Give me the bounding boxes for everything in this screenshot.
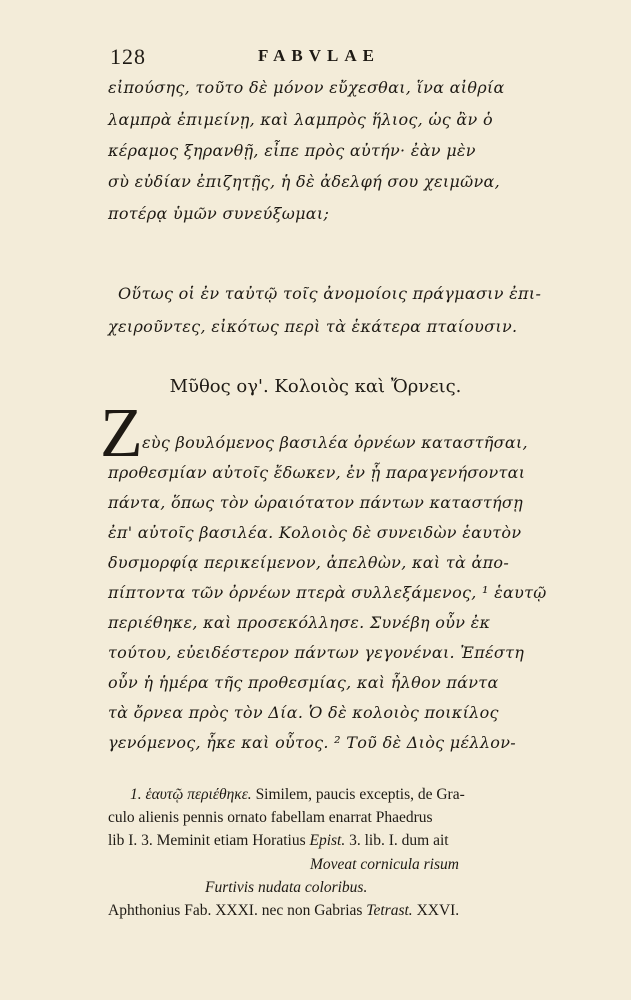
text-line: λαμπρὰ ἐπιμείνῃ, καὶ λαμπρὸς ἥλιος, ὡς ἂν ὁ bbox=[108, 110, 493, 129]
footnote-text: 3. lib. I. dum ait bbox=[345, 832, 449, 849]
moral-line: Οὕτως οἱ ἐν ταὐτῷ τοῖς ἀνομοίοις πράγμασιν ἐπι- bbox=[118, 284, 542, 303]
running-title: FABVLAE bbox=[258, 46, 380, 65]
footnote-text: lib I. 3. Meminit etiam Horatius bbox=[108, 832, 310, 849]
footnote-text: Similem, paucis exceptis, de Gra- bbox=[251, 786, 465, 803]
text-line: γενόμενος, ἧκε καὶ οὗτος. ² Τοῦ δὲ Διὸς μέλλον- bbox=[108, 733, 516, 752]
text-line: τούτου, εὐειδέστερον πάντων γεγονέναι. Ἐπέστη bbox=[108, 643, 525, 662]
footnote-line: culo alienis pennis ornato fabellam enarrat Phaedrus bbox=[108, 809, 433, 826]
footnote-quote: Furtivis nudata coloribus. bbox=[205, 879, 368, 896]
text-line: προθεσμίαν αὐτοῖς ἔδωκεν, ἐν ᾗ παραγενήσονται bbox=[108, 463, 526, 482]
page-header bbox=[110, 44, 603, 72]
footnote-line bbox=[108, 832, 449, 850]
text-line: οὖν ἡ ἡμέρα τῆς προθεσμίας, καὶ ἦλθον πάντα bbox=[108, 673, 499, 692]
text-line: εὺς βουλόμενος βασιλέα ὀρνέων καταστῆσαι, bbox=[142, 433, 528, 452]
drop-cap: Z bbox=[100, 395, 143, 472]
text-line: περιέθηκε, καὶ προσεκόλλησε. Συνέβη οὖν ἐκ bbox=[108, 613, 491, 632]
text-line: ἐπ' αὐτοῖς βασιλέα. Κολοιὸς δὲ συνειδὼν ἑαυτὸν bbox=[108, 523, 522, 542]
text-line: πάντα, ὅπως τὸν ὡραιότατον πάντων καταστήσῃ bbox=[108, 493, 524, 512]
footnote-citation: Tetrast. bbox=[366, 902, 413, 919]
footnote-ref: 1. ἑαυτῷ περιέθηκε. bbox=[130, 786, 252, 803]
footnote-quote: Moveat cornicula risum bbox=[310, 856, 459, 873]
text-line: σὺ εὐδίαν ἐπιζητῇς, ἡ δὲ ἀδελφή σου χειμῶνα, bbox=[108, 172, 500, 191]
text-line: πίπτοντα τῶν ὀρνέων πτερὰ συλλεξάμενος, ¹ ἑαυτῷ bbox=[108, 583, 547, 602]
moral-line: χειροῦντες, εἰκότως περὶ τὰ ἑκάτερα πταίουσιν. bbox=[108, 317, 518, 336]
text-line: κέραμος ξηρανθῇ, εἶπε πρὸς αὐτήν· ἐὰν μὲν bbox=[108, 141, 476, 160]
text-line: εἰπούσης, τοῦτο δὲ μόνον εὔχεσθαι, ἵνα αἰθρία bbox=[108, 78, 505, 97]
page-number: 128 bbox=[110, 44, 146, 69]
footnote-text: Aphthonius Fab. XXXI. nec non Gabrias bbox=[108, 902, 367, 919]
footnote-citation: Epist. bbox=[309, 832, 346, 849]
footnote-line bbox=[108, 902, 459, 920]
footnote-text: XXVI. bbox=[412, 902, 460, 919]
fable-title: Μῦθος ογ'. Κολοιὸς καὶ Ὄρνεις. bbox=[169, 376, 462, 397]
text-line: τὰ ὄρνεα πρὸς τὸν Δία. Ὁ δὲ κολοιὸς ποικίλος bbox=[108, 703, 499, 722]
text-line: ποτέρᾳ ὑμῶν συνεύξωμαι; bbox=[108, 204, 330, 223]
text-line: δυσμορφίᾳ περικείμενον, ἀπελθὼν, καὶ τὰ ἀπο- bbox=[108, 553, 510, 572]
footnote-line bbox=[130, 786, 465, 804]
